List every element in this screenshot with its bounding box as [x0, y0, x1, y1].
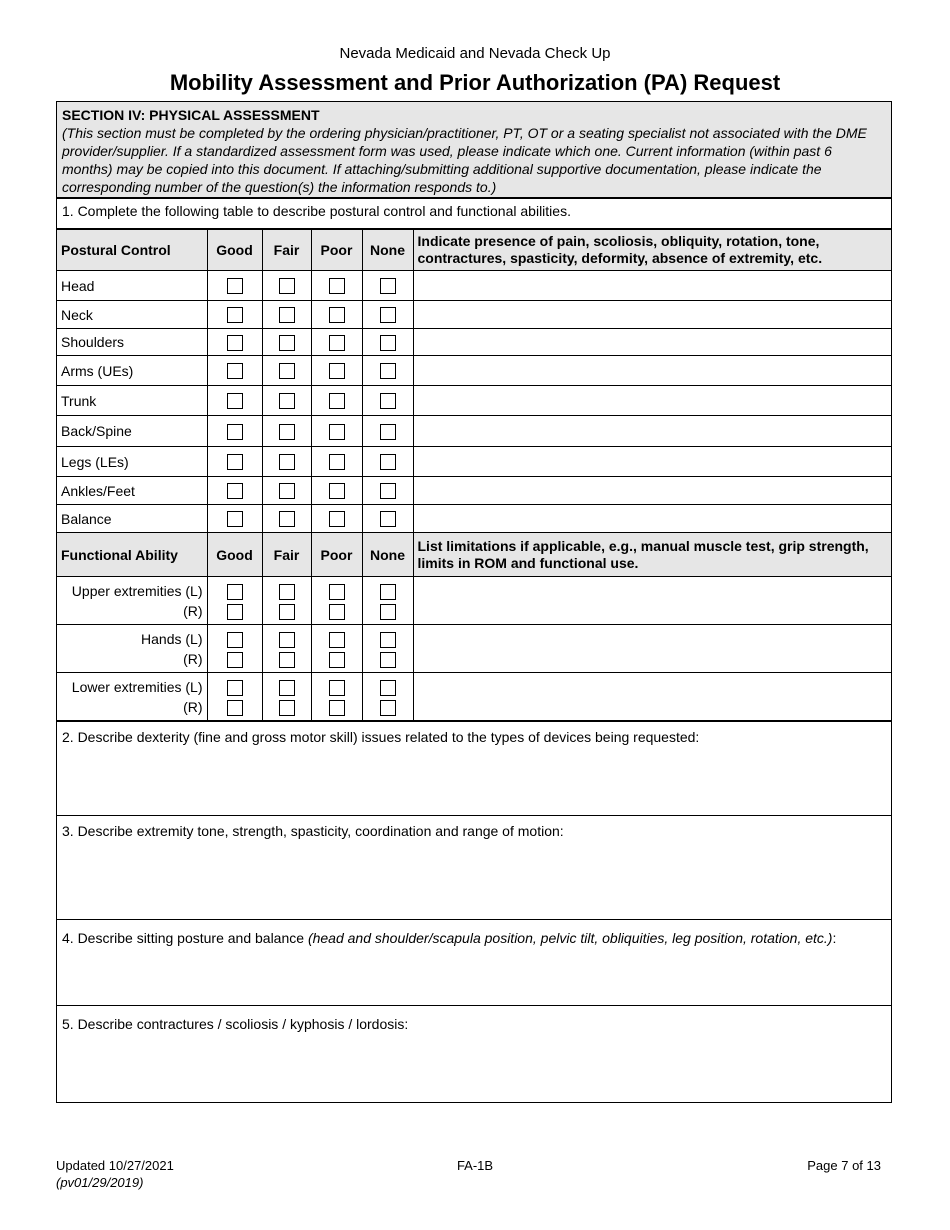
postural-row [57, 301, 891, 329]
poor-cell [311, 673, 362, 721]
good-cell [207, 271, 262, 301]
good-cell [207, 625, 262, 673]
none-left-checkbox[interactable] [380, 680, 396, 696]
good-cell [207, 577, 262, 625]
postural-row [57, 477, 891, 505]
good-cell [207, 356, 262, 386]
question-3-text: 3. Describe extremity tone, strength, spasticity, coordination and range of motion: [62, 823, 564, 839]
question-2[interactable] [57, 721, 891, 815]
updated-date: Updated 10/27/2021 [56, 1158, 174, 1173]
good-left-checkbox[interactable] [227, 584, 243, 600]
postural-notes-field[interactable] [413, 477, 891, 505]
postural-row-label: Arms (UEs) [57, 356, 207, 386]
functional-notes-field[interactable] [413, 625, 891, 673]
good-checkbox[interactable] [227, 335, 243, 351]
none-cell [362, 625, 413, 673]
fair-header: Fair [262, 533, 311, 577]
good-right-checkbox[interactable] [227, 700, 243, 716]
fair-cell [262, 505, 311, 533]
good-right-checkbox[interactable] [227, 604, 243, 620]
fair-checkbox[interactable] [279, 335, 295, 351]
postural-notes-field[interactable] [413, 271, 891, 301]
poor-right-checkbox[interactable] [329, 604, 345, 620]
poor-header: Poor [311, 230, 362, 271]
none-checkbox[interactable] [380, 511, 396, 527]
none-right-checkbox[interactable] [380, 652, 396, 668]
agency-header: Nevada Medicaid and Nevada Check Up [339, 45, 611, 62]
none-checkbox[interactable] [380, 393, 396, 409]
good-cell [207, 329, 262, 356]
postural-notes-field[interactable] [413, 416, 891, 447]
good-checkbox[interactable] [227, 393, 243, 409]
form-id: FA-1B [456, 1158, 494, 1173]
previous-version: (pv01/29/2019) [56, 1175, 144, 1190]
postural-row [57, 386, 891, 416]
good-checkbox[interactable] [227, 424, 243, 440]
fair-cell [262, 416, 311, 447]
none-cell [362, 386, 413, 416]
none-cell [362, 271, 413, 301]
none-left-checkbox[interactable] [380, 632, 396, 648]
poor-left-checkbox[interactable] [329, 584, 345, 600]
functional-notes-header: List limitations if applicable, e.g., manual muscle test, grip strength, limits in ROM and functional use. [413, 533, 891, 577]
section-title: SECTION IV: PHYSICAL ASSESSMENT [62, 107, 320, 123]
fair-cell [262, 386, 311, 416]
functional-row [57, 577, 891, 625]
none-header: None [362, 533, 413, 577]
poor-right-checkbox[interactable] [329, 652, 345, 668]
none-right-checkbox[interactable] [380, 604, 396, 620]
good-cell [207, 505, 262, 533]
poor-checkbox[interactable] [329, 511, 345, 527]
none-cell [362, 329, 413, 356]
fair-cell [262, 477, 311, 505]
functional-row-label [57, 625, 207, 673]
section-header [57, 102, 891, 199]
good-right-checkbox[interactable] [227, 652, 243, 668]
poor-header: Poor [311, 533, 362, 577]
good-checkbox[interactable] [227, 278, 243, 294]
none-checkbox[interactable] [380, 454, 396, 470]
poor-cell [311, 625, 362, 673]
fair-right-checkbox[interactable] [279, 652, 295, 668]
good-left-checkbox[interactable] [227, 680, 243, 696]
postural-row [57, 271, 891, 301]
postural-row [57, 505, 891, 533]
fair-left-checkbox[interactable] [279, 632, 295, 648]
form-title: Mobility Assessment and Prior Authorization (PA) Request [169, 70, 781, 95]
none-cell [362, 416, 413, 447]
functional-header-row [57, 533, 891, 577]
question-2-text: 2. Describe dexterity (fine and gross motor skill) issues related to the types of devices being requested: [62, 729, 700, 745]
postural-row [57, 329, 891, 356]
poor-checkbox[interactable] [329, 278, 345, 294]
postural-row [57, 356, 891, 386]
fair-left-checkbox[interactable] [279, 584, 295, 600]
poor-checkbox[interactable] [329, 393, 345, 409]
none-header: None [362, 230, 413, 271]
good-cell [207, 301, 262, 329]
none-checkbox[interactable] [380, 335, 396, 351]
fair-cell [262, 301, 311, 329]
poor-cell [311, 271, 362, 301]
functional-row-label [57, 577, 207, 625]
poor-checkbox[interactable] [329, 483, 345, 499]
none-cell [362, 356, 413, 386]
none-checkbox[interactable] [380, 278, 396, 294]
question-3[interactable] [57, 815, 891, 919]
question-5-text: 5. Describe contractures / scoliosis / kyphosis / lordosis: [62, 1016, 409, 1032]
functional-row [57, 625, 891, 673]
poor-cell [311, 447, 362, 477]
question-5[interactable] [57, 1005, 891, 1102]
postural-control-table [57, 229, 891, 721]
postural-row-label: Trunk [57, 386, 207, 416]
fair-checkbox[interactable] [279, 278, 295, 294]
functional-notes-field[interactable] [413, 577, 891, 625]
fair-right-checkbox[interactable] [279, 604, 295, 620]
left-side-label: Hands (L) [141, 630, 203, 647]
postural-notes-field[interactable] [413, 447, 891, 477]
question-4-detail: (head and shoulder/scapula position, pelvic tilt, obliquities, leg position, rotation, etc.) [307, 930, 833, 946]
poor-checkbox[interactable] [329, 307, 345, 323]
postural-row-label: Head [57, 271, 207, 301]
question-1-text: 1. Complete the following table to describe postural control and functional abilities. [57, 199, 891, 229]
poor-checkbox[interactable] [329, 335, 345, 351]
fair-checkbox[interactable] [279, 483, 295, 499]
left-side-label: Upper extremities (L) [71, 582, 203, 599]
functional-ability-header: Functional Ability [57, 533, 207, 577]
fair-checkbox[interactable] [279, 454, 295, 470]
good-checkbox[interactable] [227, 511, 243, 527]
none-cell [362, 505, 413, 533]
poor-cell [311, 505, 362, 533]
poor-cell [311, 477, 362, 505]
functional-notes-field[interactable] [413, 673, 891, 721]
postural-notes-field[interactable] [413, 505, 891, 533]
good-header: Good [207, 230, 262, 271]
fair-left-checkbox[interactable] [279, 680, 295, 696]
fair-checkbox[interactable] [279, 363, 295, 379]
poor-cell [311, 301, 362, 329]
postural-row-label: Neck [57, 301, 207, 329]
good-checkbox[interactable] [227, 307, 243, 323]
good-cell [207, 447, 262, 477]
poor-cell [311, 329, 362, 356]
good-cell [207, 673, 262, 721]
postural-row-label: Back/Spine [57, 416, 207, 447]
right-side-label: (R) [183, 650, 203, 667]
page-number: Page 7 of 13 [807, 1158, 881, 1173]
postural-row-label: Balance [57, 505, 207, 533]
none-left-checkbox[interactable] [380, 584, 396, 600]
right-side-label: (R) [183, 698, 203, 715]
postural-control-header: Postural Control [57, 230, 207, 271]
fair-cell [262, 673, 311, 721]
postural-row [57, 416, 891, 447]
none-checkbox[interactable] [380, 424, 396, 440]
right-side-label: (R) [183, 602, 203, 619]
fair-checkbox[interactable] [279, 511, 295, 527]
physical-assessment-form [56, 101, 892, 1103]
good-cell [207, 477, 262, 505]
poor-checkbox[interactable] [329, 424, 345, 440]
poor-left-checkbox[interactable] [329, 680, 345, 696]
none-checkbox[interactable] [380, 307, 396, 323]
none-cell [362, 447, 413, 477]
postural-notes-field[interactable] [413, 386, 891, 416]
question-4-colon: : [832, 930, 837, 946]
good-checkbox[interactable] [227, 363, 243, 379]
postural-row-label: Ankles/Feet [57, 477, 207, 505]
postural-row-label: Legs (LEs) [57, 447, 207, 477]
fair-cell [262, 447, 311, 477]
poor-cell [311, 416, 362, 447]
poor-left-checkbox[interactable] [329, 632, 345, 648]
fair-checkbox[interactable] [279, 393, 295, 409]
question-4[interactable] [57, 919, 891, 1005]
fair-cell [262, 577, 311, 625]
poor-cell [311, 356, 362, 386]
poor-cell [311, 386, 362, 416]
postural-notes-field[interactable] [413, 356, 891, 386]
fair-cell [262, 271, 311, 301]
fair-right-checkbox[interactable] [279, 700, 295, 716]
good-cell [207, 416, 262, 447]
postural-row-label: Shoulders [57, 329, 207, 356]
fair-header: Fair [262, 230, 311, 271]
postural-notes-header: Indicate presence of pain, scoliosis, obliquity, rotation, tone, contractures, spasticity, deformity, absence of extremity, etc. [413, 230, 891, 271]
section-instructions: (This section must be completed by the ordering physician/practitioner, PT, OT or a seating specialist not associated with the DME provider/supplier. If a standardized assessment form was used, please indicate which one. Current information (within past 6 months) may be copied into this document. If attaching/submitting additional supportive documentation, please indicate the corresponding number of the question(s) the information responds to.) [62, 125, 867, 195]
poor-cell [311, 577, 362, 625]
question-4-text: 4. Describe sitting posture and balance [62, 930, 308, 946]
none-cell [362, 673, 413, 721]
none-cell [362, 477, 413, 505]
postural-header-row [57, 230, 891, 271]
poor-checkbox[interactable] [329, 454, 345, 470]
fair-checkbox[interactable] [279, 307, 295, 323]
fair-cell [262, 329, 311, 356]
none-cell [362, 577, 413, 625]
good-header: Good [207, 533, 262, 577]
left-side-label: Lower extremities (L) [71, 678, 203, 695]
fair-checkbox[interactable] [279, 424, 295, 440]
postural-notes-field[interactable] [413, 329, 891, 356]
good-checkbox[interactable] [227, 483, 243, 499]
good-checkbox[interactable] [227, 454, 243, 470]
postural-notes-field[interactable] [413, 301, 891, 329]
fair-cell [262, 625, 311, 673]
good-cell [207, 386, 262, 416]
none-right-checkbox[interactable] [380, 700, 396, 716]
none-checkbox[interactable] [380, 483, 396, 499]
fair-cell [262, 356, 311, 386]
none-cell [362, 301, 413, 329]
poor-right-checkbox[interactable] [329, 700, 345, 716]
good-left-checkbox[interactable] [227, 632, 243, 648]
none-checkbox[interactable] [380, 363, 396, 379]
postural-row [57, 447, 891, 477]
poor-checkbox[interactable] [329, 363, 345, 379]
functional-row-label [57, 673, 207, 721]
functional-row [57, 673, 891, 721]
